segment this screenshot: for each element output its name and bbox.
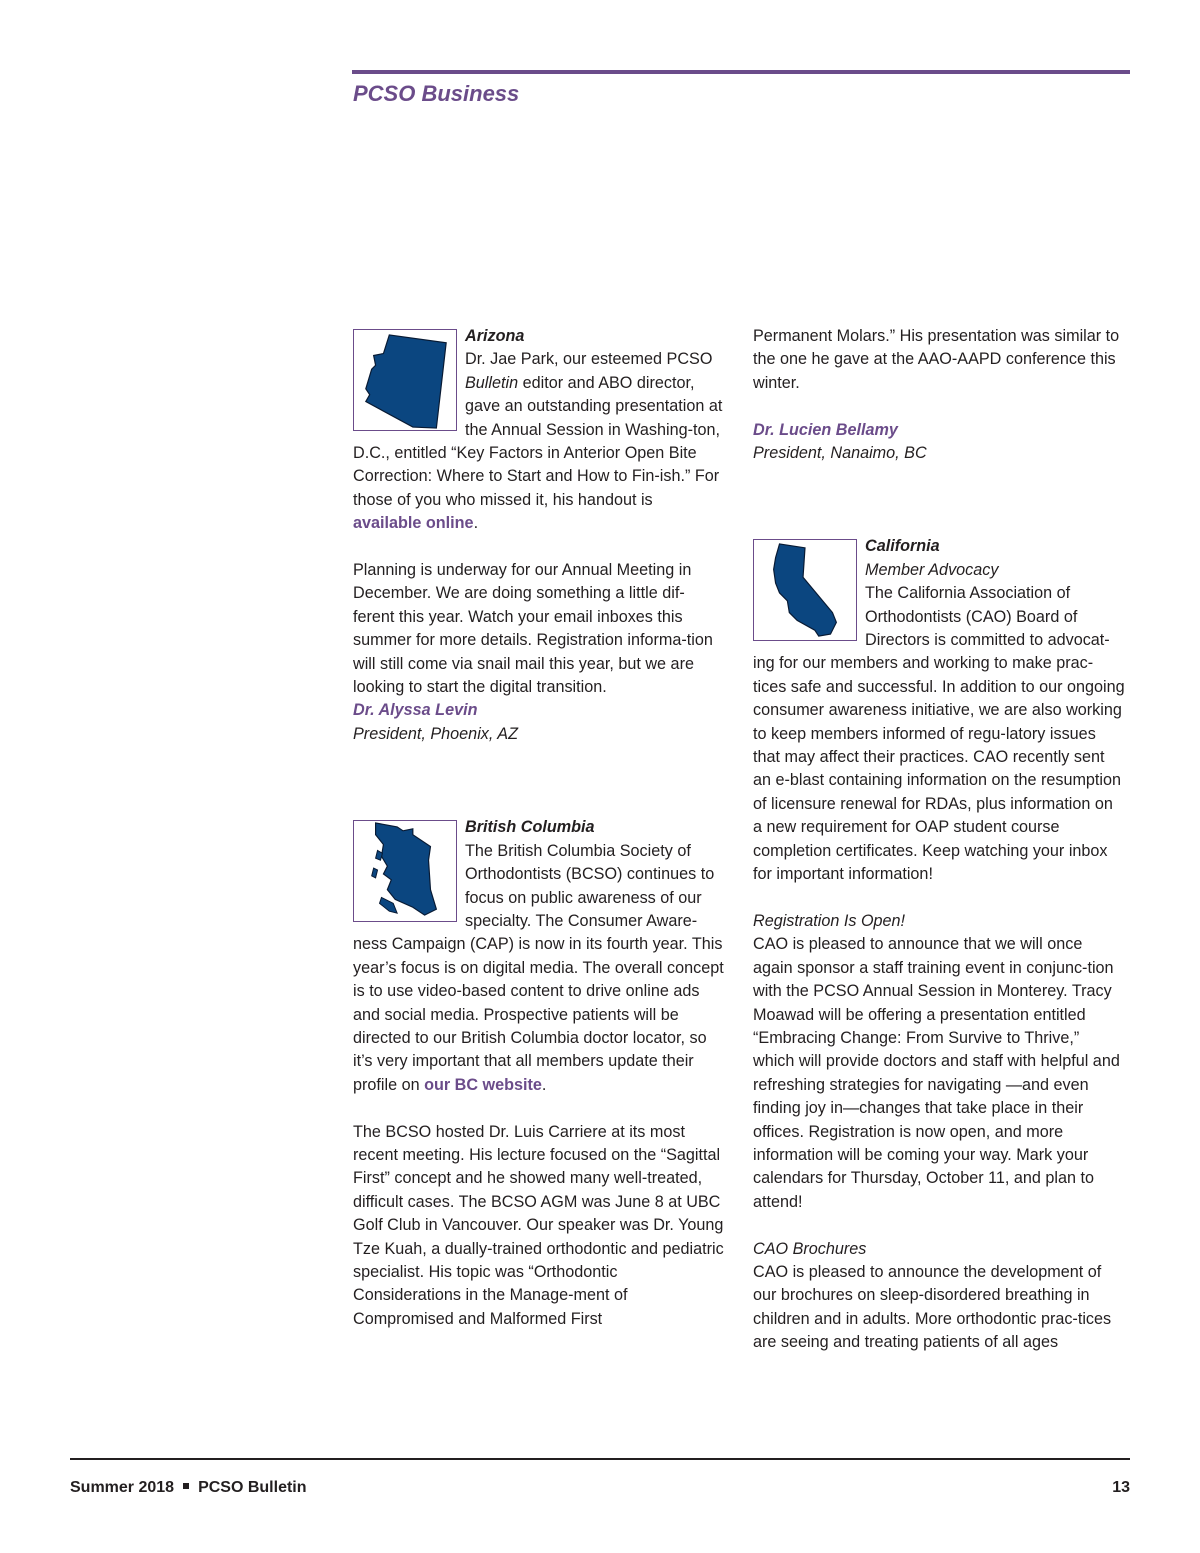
california-heading: California	[865, 537, 940, 556]
arizona-paragraph-2: Planning is underway for our Annual Meeting in December. We are doing something a little dif-ferent this year. Watch your email inboxes this summer for more details. Registration informa-tion will still come via snail mail this year, but we are looking to start the digital transition.	[353, 561, 713, 697]
available-online-link[interactable]: available online	[353, 514, 474, 533]
bc-paragraph-1c: .	[541, 1075, 547, 1094]
california-subheading: Member Advocacy	[865, 560, 999, 579]
arizona-heading: Arizona	[465, 327, 525, 345]
arizona-paragraph-1a: Dr. Jae Park, our esteemed PCSO	[465, 350, 713, 369]
bc-signature-title: President, Nanaimo, BC	[753, 444, 927, 463]
left-column	[353, 325, 725, 1331]
right-column	[753, 325, 1125, 1355]
arizona-paragraph-1b: editor and ABO director, gave an outstanding presentation at the Annual Session in Washing-ton, D.C., entitled “Key Factors in Anterior Open Bite Correction: Where to Start and How to Fin-ish.” For those of you who missed it, his handout is	[353, 373, 723, 509]
california-entry	[753, 535, 1125, 1354]
registration-body: CAO is pleased to announce that we will once again sponsor a staff training event in conjunc-tion with the PCSO Annual Session in Monterey. Tracy Moawad will be offering a presentation entitled “Embracing Change: From Survive to Thrive,” which will provide doctors and staff with helpful and refreshing strategies for navigating —and even finding joy in—changes that take place in their offices. Registration is now open, and more information will be coming your way. Mark your calendars for Thursday, October 11, and plan to attend!	[753, 935, 1120, 1211]
california-paragraph-1: The California Association of Orthodontists (CAO) Board of Directors is committed to advocat-ing for our members and working to make prac-tices safe and successful. In addition to our ongoing consumer awareness initiative, we are also working to keep members informed of regu-latory issues that may affect their practices. CAO recently sent an e-blast containing information on the resumption of licensure renewal for RDAs, plus information on a new requirement for OAP student course completion certificates. Keep watching your inbox for important information!	[753, 584, 1125, 884]
california-map-icon	[753, 539, 857, 641]
brochures-heading: CAO Brochures	[753, 1239, 867, 1258]
british-columbia-entry	[353, 816, 725, 1331]
top-rule	[352, 70, 1130, 74]
arizona-paragraph-1c: .	[473, 514, 479, 533]
page-number: 13	[1112, 1479, 1130, 1496]
bc-paragraph-3: Permanent Molars.” His presentation was similar to the one he gave at the AAO-AAPD conference this winter.	[753, 327, 1120, 392]
bc-paragraph-1a: The British Columbia Society of Orthodontists (BCSO) continues to focus on public awareness of our specialty. The Consumer Aware-ness Campaign (CAP) is now in its fourth year. This year’s focus is on digital media. The overall concept is to use video-based content to drive online ads and social media. Prospective patients will be directed to our British Columbia doctor locator, so it’s very important that all members update their profile on	[353, 841, 724, 1094]
our-bc-website-link[interactable]: our BC website	[424, 1075, 542, 1094]
section-title: PCSO Business	[353, 81, 520, 106]
british-columbia-map-icon	[353, 820, 457, 922]
bulletin-italic: Bulletin	[465, 373, 519, 392]
bc-paragraph-2: The BCSO hosted Dr. Luis Carriere at its most recent meeting. His lecture focused on the “Sagittal First” concept and he showed many well-treated, difficult cases. The BCSO AGM was June 8 at UBC Golf Club in Vancouver. Our speaker was Dr. Young Tze Kuah, a dually-trained orthodontic and pediatric specialist. His topic was “Orthodontic Considerations in the Manage-ment of Compromised and Malformed First	[353, 1122, 724, 1328]
arizona-signature-title: President, Phoenix, AZ	[353, 724, 518, 743]
registration-heading: Registration Is Open!	[753, 911, 906, 930]
footer-publication	[70, 1479, 307, 1497]
arizona-entry	[353, 325, 725, 746]
brochures-body: CAO is pleased to announce the development of our brochures on sleep-disordered breathing in children and in adults. More orthodontic prac-tices are seeing and treating patients of all ages	[753, 1262, 1112, 1352]
footer-issue: Summer 2018	[70, 1479, 175, 1496]
footer-bullet-icon	[183, 1483, 189, 1489]
footer-publication-name: PCSO Bulletin	[198, 1479, 307, 1496]
arizona-map-icon	[353, 329, 457, 431]
british-columbia-heading: British Columbia	[465, 818, 595, 837]
bc-signature-name: Dr. Lucien Bellamy	[753, 420, 898, 439]
bottom-rule	[70, 1458, 1130, 1460]
arizona-signature-name: Dr. Alyssa Levin	[353, 701, 478, 720]
